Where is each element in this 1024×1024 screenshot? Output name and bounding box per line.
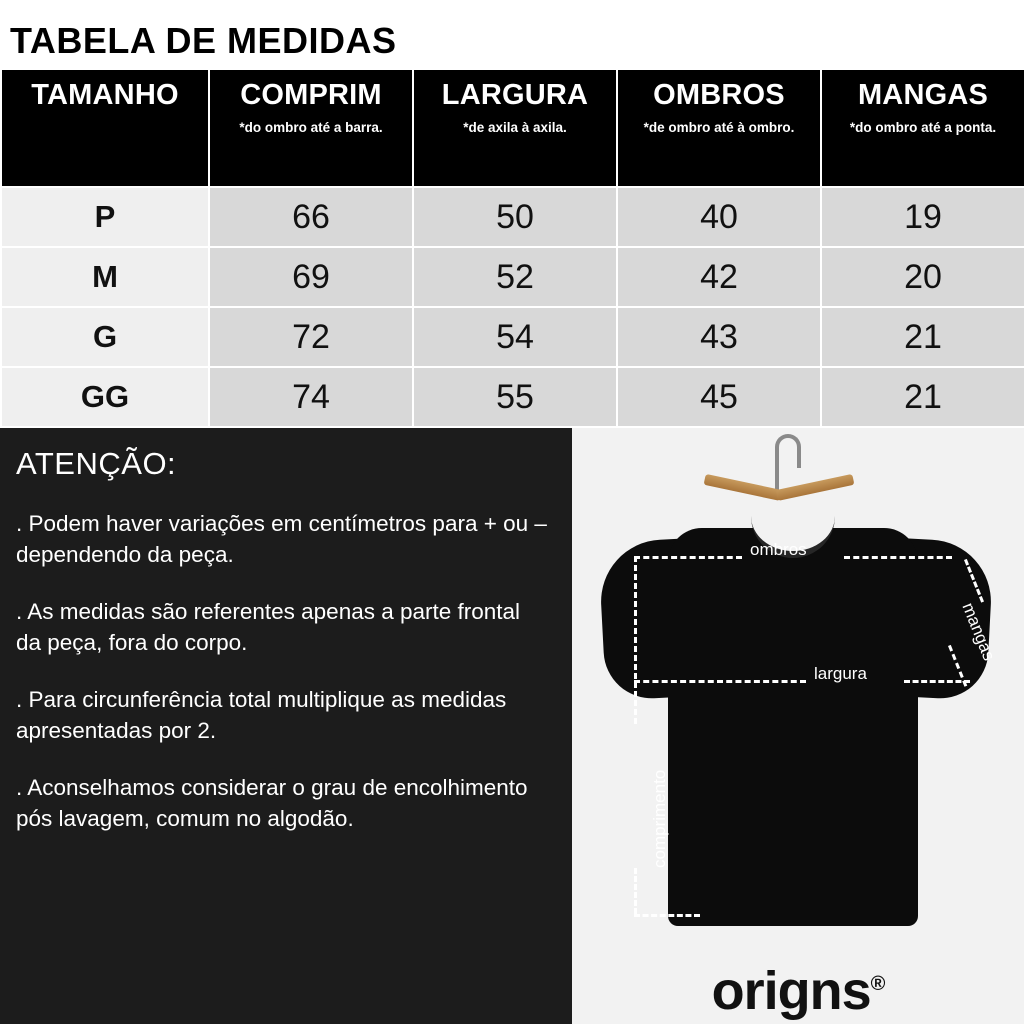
label-largura: largura [814, 664, 867, 683]
column-header-tamanho [1, 69, 209, 187]
attention-heading: ATENÇÃO: [16, 446, 177, 481]
label-comprimento: comprimento [650, 769, 669, 868]
label-ombros: ombros [750, 540, 807, 559]
ombros-line-right [844, 556, 952, 559]
cell-ombros-gg: 45 [617, 367, 821, 427]
attention-note-1: . Podem haver variações em centímetros para + ou – dependendo da peça. [16, 511, 547, 567]
cell-size-p: P [1, 187, 209, 247]
comprimento-line-upper [634, 556, 637, 724]
column-header-mangas [821, 69, 1024, 187]
column-header-tamanho-main: TAMANHO [31, 79, 179, 111]
attention-note-3: . Para circunferência total multiplique as medidas apresentadas por 2. [16, 687, 507, 743]
brand-name: origns [711, 961, 871, 1021]
label-mangas: mangas [958, 600, 999, 664]
table-row [1, 247, 1024, 307]
largura-line-left [634, 680, 806, 683]
cell-mangas-g: 21 [821, 307, 1024, 367]
comprimento-line-lower [634, 868, 637, 914]
table-row [1, 187, 1024, 247]
hanger-bar-right-icon [776, 474, 855, 501]
cell-largura-p: 50 [413, 187, 617, 247]
cell-largura-m: 52 [413, 247, 617, 307]
cell-largura-g: 54 [413, 307, 617, 367]
cell-mangas-m: 20 [821, 247, 1024, 307]
table-row [1, 367, 1024, 427]
cell-mangas-gg: 21 [821, 367, 1024, 427]
hanger-hook-icon [775, 434, 801, 468]
cell-ombros-m: 42 [617, 247, 821, 307]
table-header [1, 69, 1024, 187]
lower-section [0, 428, 1024, 1024]
table-header-row [1, 69, 1024, 187]
attention-note-4: . Aconselhamos considerar o grau de encolhimento pós lavagem, comum no algodão. [16, 775, 528, 831]
column-header-comprimento [209, 69, 413, 187]
cell-size-m: M [1, 247, 209, 307]
column-header-ombros-sub: *de ombro até à ombro. [643, 120, 795, 135]
column-header-comprimento-main: COMPRIM [240, 79, 382, 111]
column-header-comprimento-sub: *do ombro até a barra. [239, 120, 383, 135]
brand-logo [572, 960, 1024, 1022]
table-body [1, 187, 1024, 427]
cell-ombros-g: 43 [617, 307, 821, 367]
page-title: TABELA DE MEDIDAS [10, 20, 397, 61]
column-header-tamanho-sub-spacer [6, 112, 204, 146]
column-header-ombros [617, 69, 821, 187]
column-header-largura-sub: *de axila à axila. [463, 120, 567, 135]
measurements-table [0, 68, 1024, 428]
cell-comprimento-m: 69 [209, 247, 413, 307]
cell-size-g: G [1, 307, 209, 367]
comprimento-line-bottom-tick [634, 914, 700, 917]
cell-mangas-p: 19 [821, 187, 1024, 247]
column-header-largura-main: LARGURA [441, 79, 589, 111]
product-photo [572, 428, 1024, 1024]
cell-ombros-p: 40 [617, 187, 821, 247]
cell-size-gg: GG [1, 367, 209, 427]
column-header-mangas-main: MANGAS [857, 79, 989, 111]
attention-note-2: . As medidas são referentes apenas a parte frontal da peça, fora do corpo. [16, 599, 521, 655]
tshirt-body [668, 528, 918, 926]
brand-registered-mark: ® [870, 973, 885, 995]
table-row [1, 307, 1024, 367]
cell-largura-gg: 55 [413, 367, 617, 427]
ombros-line-left [634, 556, 742, 559]
column-header-mangas-sub: *do ombro até a ponta. [849, 120, 997, 135]
largura-line-right [904, 680, 970, 683]
attention-panel [0, 428, 572, 1024]
cell-comprimento-gg: 74 [209, 367, 413, 427]
column-header-largura [413, 69, 617, 187]
column-header-ombros-main: OMBROS [653, 79, 785, 111]
cell-comprimento-g: 72 [209, 307, 413, 367]
cell-comprimento-p: 66 [209, 187, 413, 247]
hanger-bar-left-icon [704, 474, 783, 501]
